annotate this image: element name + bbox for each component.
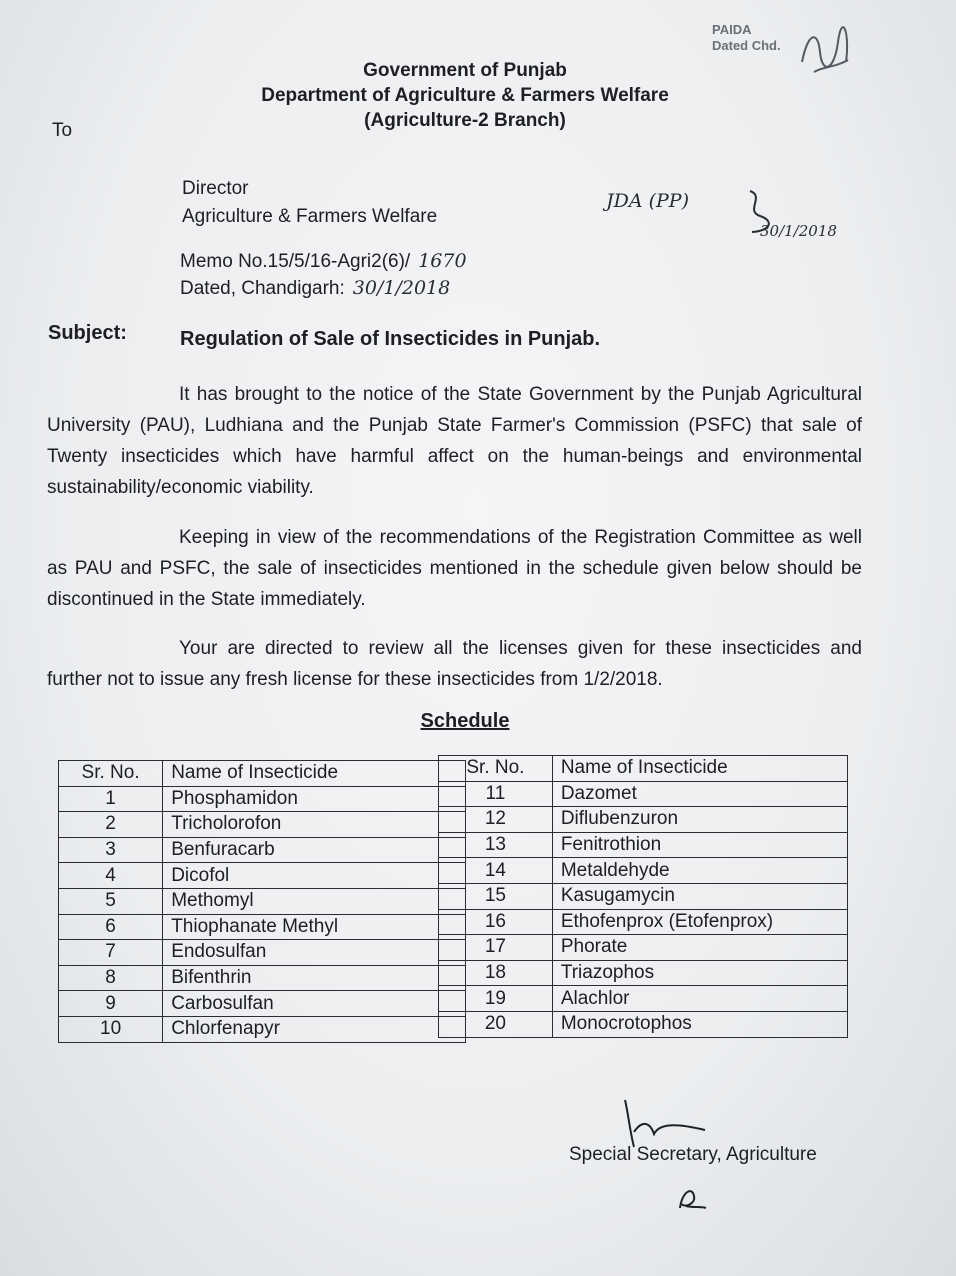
column-header-srno: Sr. No.	[439, 756, 553, 782]
insecticide-name-cell: Carbosulfan	[163, 991, 466, 1017]
schedule-table-right	[438, 755, 848, 1038]
table-row	[59, 863, 466, 889]
table-row	[439, 832, 848, 858]
table-row	[439, 909, 848, 935]
insecticide-name-cell: Dicofol	[163, 863, 466, 889]
addressee-title: Director	[182, 178, 249, 199]
header-branch: (Agriculture-2 Branch)	[364, 110, 566, 131]
table-row	[59, 1016, 466, 1042]
table-row	[59, 940, 466, 966]
header-department: Department of Agriculture & Farmers Welfare	[261, 85, 669, 106]
body-paragraph-3	[47, 633, 862, 695]
sr-no-cell: 15	[439, 883, 553, 909]
signatory-designation: Special Secretary, Agriculture	[569, 1144, 817, 1165]
sr-no-cell: 11	[439, 781, 553, 807]
table-row	[59, 786, 466, 812]
received-stamp	[712, 22, 862, 92]
table-row	[59, 965, 466, 991]
insecticide-name-cell: Bifenthrin	[163, 965, 466, 991]
subject-text: Regulation of Sale of Insecticides in Punjab.	[180, 328, 601, 350]
sr-no-cell: 6	[59, 914, 163, 940]
insecticide-name-cell: Metaldehyde	[552, 858, 847, 884]
header-government: Government of Punjab	[363, 60, 567, 81]
insecticide-name-cell: Triazophos	[552, 960, 847, 986]
signature	[620, 1092, 730, 1152]
letter-header	[200, 58, 730, 133]
sr-no-cell: 10	[59, 1016, 163, 1042]
insecticide-name-cell: Benfuracarb	[163, 837, 466, 863]
paragraph-1-text: It has brought to the notice of the State Government by the Punjab Agricultural University (PAU), Ludhiana and the Punjab State Farmer's Commission (PSFC) that sale of Twenty insecticides which have harmful affect on the human-beings and environmental sustainability/economic viability.	[47, 384, 862, 498]
memo-number-label: Memo No.15/5/16-Agri2(6)/	[180, 251, 411, 272]
subject-label: Subject:	[48, 322, 127, 344]
insecticide-name-cell: Fenitrothion	[552, 832, 847, 858]
memo-number-line	[180, 248, 467, 275]
jda-note: JDA (PP)	[606, 190, 690, 212]
body-paragraph-1	[47, 379, 862, 503]
sr-no-cell: 14	[439, 858, 553, 884]
insecticide-name-cell: Alachlor	[552, 986, 847, 1012]
table-header-row	[59, 761, 466, 787]
sr-no-cell: 20	[439, 1011, 553, 1037]
schedule-table-left	[58, 760, 466, 1043]
table-row	[59, 991, 466, 1017]
insecticide-name-cell: Monocrotophos	[552, 1011, 847, 1037]
memo-number-handwritten: 1670	[418, 250, 467, 272]
memo-block	[180, 248, 467, 302]
table-row	[439, 883, 848, 909]
table-row	[59, 888, 466, 914]
sr-no-cell: 17	[439, 935, 553, 961]
annotation-initial-mark	[740, 186, 780, 236]
memo-dated-handwritten: 30/1/2018	[352, 277, 451, 299]
memo-dated-label: Dated, Chandigarh:	[180, 278, 345, 299]
sr-no-cell: 5	[59, 888, 163, 914]
stamp-line-1: PAIDA	[712, 22, 752, 37]
table-row	[439, 1011, 848, 1037]
insecticide-name-cell: Endosulfan	[163, 940, 466, 966]
sr-no-cell: 4	[59, 863, 163, 889]
paragraph-2-text: Keeping in view of the recommendations of the Registration Committee as well as PAU and PSFC, the sale of insecticides mentioned in the schedule given below should be discontinued in the State immediately.	[47, 527, 862, 610]
table-row	[59, 914, 466, 940]
table-row	[439, 960, 848, 986]
sr-no-cell: 9	[59, 991, 163, 1017]
sr-no-cell: 12	[439, 807, 553, 833]
table-row	[439, 807, 848, 833]
insecticide-name-cell: Diflubenzuron	[552, 807, 847, 833]
insecticide-name-cell: Phosphamidon	[163, 786, 466, 812]
addressee-department: Agriculture & Farmers Welfare	[182, 206, 438, 227]
paragraph-3-text: Your are directed to review all the licenses given for these insecticides and further not to issue any fresh license for these insecticides from 1/2/2018.	[47, 638, 862, 690]
sr-no-cell: 1	[59, 786, 163, 812]
schedule-right-body	[439, 781, 848, 1037]
body-paragraph-2	[47, 522, 862, 615]
table-row	[439, 781, 848, 807]
sr-no-cell: 2	[59, 812, 163, 838]
insecticide-name-cell: Thiophanate Methyl	[163, 914, 466, 940]
memo-dated-line	[180, 275, 467, 302]
addressee-block	[182, 175, 437, 231]
insecticide-name-cell: Ethofenprox (Etofenprox)	[552, 909, 847, 935]
insecticide-name-cell: Methomyl	[163, 888, 466, 914]
to-label: To	[52, 120, 73, 141]
insecticide-name-cell: Kasugamycin	[552, 883, 847, 909]
signatory-initial	[672, 1178, 712, 1218]
table-header-row	[439, 756, 848, 782]
sr-no-cell: 19	[439, 986, 553, 1012]
table-row	[439, 935, 848, 961]
column-header-name: Name of Insecticide	[552, 756, 847, 782]
table-row	[439, 986, 848, 1012]
sr-no-cell: 13	[439, 832, 553, 858]
table-row	[59, 837, 466, 863]
annotation-date: 30/1/2018	[760, 222, 837, 240]
table-row	[439, 858, 848, 884]
stamp-signature-scribble	[794, 22, 854, 82]
sr-no-cell: 3	[59, 837, 163, 863]
table-row	[59, 812, 466, 838]
insecticide-name-cell: Phorate	[552, 935, 847, 961]
insecticide-name-cell: Tricholorofon	[163, 812, 466, 838]
handwritten-annotation	[600, 168, 860, 258]
column-header-name: Name of Insecticide	[163, 761, 466, 787]
insecticide-name-cell: Chlorfenapyr	[163, 1016, 466, 1042]
sr-no-cell: 8	[59, 965, 163, 991]
insecticide-name-cell: Dazomet	[552, 781, 847, 807]
sr-no-cell: 16	[439, 909, 553, 935]
schedule-title: Schedule	[420, 710, 510, 732]
sr-no-cell: 7	[59, 940, 163, 966]
stamp-line-2: Dated Chd.	[712, 38, 781, 53]
column-header-srno: Sr. No.	[59, 761, 163, 787]
schedule-left-body	[59, 786, 466, 1042]
sr-no-cell: 18	[439, 960, 553, 986]
